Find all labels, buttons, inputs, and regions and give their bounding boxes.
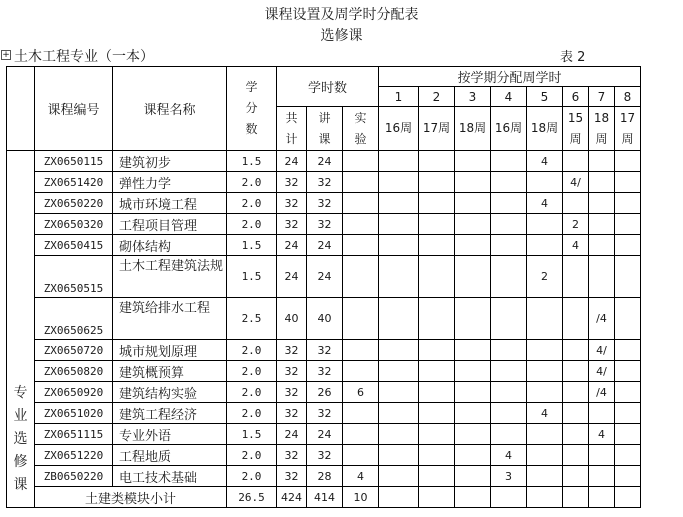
- semester-hours-cell: 2: [527, 256, 563, 298]
- course-row: [7, 151, 641, 172]
- course-code: ZX0650220: [35, 193, 113, 214]
- course-name: 电工技术基础: [113, 466, 227, 487]
- semester-hours-cell: [527, 235, 563, 256]
- course-hours-total: 32: [277, 382, 307, 403]
- course-name: 建筑结构实验: [113, 382, 227, 403]
- semester-hours-cell: 4/: [589, 361, 615, 382]
- course-hours-lab: [343, 298, 379, 340]
- course-row: [7, 256, 641, 298]
- semester-hours-cell: [379, 382, 419, 403]
- col-credit-header: 学分数: [227, 67, 277, 151]
- semester-hours-cell: [527, 172, 563, 193]
- semester-hours-cell: 3: [491, 466, 527, 487]
- semester-hours-cell: [419, 403, 455, 424]
- semester-hours-cell: [615, 445, 641, 466]
- course-hours-lab: [343, 445, 379, 466]
- semester-hours-cell: [563, 340, 589, 361]
- semester-hours-cell: [455, 214, 491, 235]
- course-row: [7, 214, 641, 235]
- course-hours-lecture: 32: [307, 214, 343, 235]
- semester-hours-cell: [491, 172, 527, 193]
- semester-number-cell: 5: [527, 87, 563, 107]
- course-credit: 1.5: [227, 256, 277, 298]
- course-hours-lecture: 26: [307, 382, 343, 403]
- semester-hours-cell: [379, 361, 419, 382]
- course-credit: 1.5: [227, 424, 277, 445]
- semester-hours-cell: [491, 256, 527, 298]
- course-code: ZX0651020: [35, 403, 113, 424]
- semester-hours-cell: [615, 235, 641, 256]
- course-row: [7, 382, 641, 403]
- col-lab-header: 实验: [343, 107, 379, 151]
- course-name: 建筑初步: [113, 151, 227, 172]
- subtotal-lab: 10: [343, 487, 379, 508]
- semester-hours-cell: 4/: [563, 172, 589, 193]
- course-name: 弹性力学: [113, 172, 227, 193]
- course-credit: 2.0: [227, 445, 277, 466]
- course-hours-lab: [343, 403, 379, 424]
- course-hours-lab: [343, 214, 379, 235]
- course-code: ZX0650515: [35, 256, 113, 298]
- semester-hours-cell: 4: [527, 193, 563, 214]
- course-code: ZX0650625: [35, 298, 113, 340]
- semester-hours-cell: [455, 445, 491, 466]
- semester-hours-cell: [379, 172, 419, 193]
- semester-hours-cell: [491, 361, 527, 382]
- course-row: [7, 172, 641, 193]
- semester-hours-cell: [491, 340, 527, 361]
- semester-hours-cell: [589, 151, 615, 172]
- semester-hours-cell: [615, 298, 641, 340]
- semester-hours-cell: [419, 172, 455, 193]
- semester-hours-cell: 4: [563, 235, 589, 256]
- semester-hours-cell: [455, 298, 491, 340]
- semester-hours-cell: [419, 214, 455, 235]
- course-code: ZX0650320: [35, 214, 113, 235]
- subtotal-lecture: 414: [307, 487, 343, 508]
- semester-weeks-cell: 18周: [455, 107, 491, 151]
- semester-hours-cell: 4: [527, 151, 563, 172]
- subtotal-semester-cell: [563, 487, 589, 508]
- semester-weeks-cell: 16周: [491, 107, 527, 151]
- course-hours-total: 32: [277, 403, 307, 424]
- course-hours-total: 32: [277, 340, 307, 361]
- course-table: [6, 66, 641, 508]
- semester-hours-cell: [615, 172, 641, 193]
- course-hours-lab: 4: [343, 466, 379, 487]
- semester-hours-cell: [589, 445, 615, 466]
- semester-hours-cell: [419, 424, 455, 445]
- course-code: ZB0650220: [35, 466, 113, 487]
- semester-hours-cell: [563, 256, 589, 298]
- semester-weeks-cell: 17周: [419, 107, 455, 151]
- col-lecture-header: 讲课: [307, 107, 343, 151]
- col-semester-header: 按学期分配周学时: [379, 67, 641, 87]
- course-hours-lecture: 32: [307, 445, 343, 466]
- course-name: 建筑给排水工程: [113, 298, 227, 340]
- semester-number-cell: 8: [615, 87, 641, 107]
- semester-number-cell: 7: [589, 87, 615, 107]
- page-subtitle: 选修课: [320, 28, 363, 44]
- course-credit: 1.5: [227, 235, 277, 256]
- subtotal-row: [7, 487, 641, 508]
- course-credit: 2.0: [227, 193, 277, 214]
- subtotal-semester-cell: [491, 487, 527, 508]
- semester-hours-cell: [379, 298, 419, 340]
- semester-hours-cell: [379, 424, 419, 445]
- page-title: 课程设置及周学时分配表: [264, 7, 419, 23]
- semester-hours-cell: [527, 298, 563, 340]
- semester-hours-cell: [419, 382, 455, 403]
- semester-hours-cell: [615, 466, 641, 487]
- semester-hours-cell: [589, 193, 615, 214]
- course-hours-total: 32: [277, 172, 307, 193]
- semester-hours-cell: [455, 361, 491, 382]
- course-hours-total: 32: [277, 361, 307, 382]
- course-name: 砌体结构: [113, 235, 227, 256]
- semester-hours-cell: [379, 151, 419, 172]
- semester-hours-cell: [379, 445, 419, 466]
- course-hours-lecture: 24: [307, 424, 343, 445]
- course-code: ZX0651115: [35, 424, 113, 445]
- semester-hours-cell: [491, 193, 527, 214]
- subtotal-semester-cell: [379, 487, 419, 508]
- semester-hours-cell: [379, 340, 419, 361]
- semester-hours-cell: [527, 340, 563, 361]
- subtotal-semester-cell: [589, 487, 615, 508]
- col-hours-header: 学时数: [277, 67, 379, 107]
- semester-hours-cell: [419, 235, 455, 256]
- course-row: [7, 193, 641, 214]
- semester-hours-cell: [563, 298, 589, 340]
- course-row: [7, 298, 641, 340]
- semester-hours-cell: [455, 235, 491, 256]
- course-row: [7, 235, 641, 256]
- semester-hours-cell: [527, 214, 563, 235]
- semester-hours-cell: [455, 340, 491, 361]
- semester-hours-cell: [589, 403, 615, 424]
- subtotal-semester-cell: [615, 487, 641, 508]
- semester-hours-cell: [615, 340, 641, 361]
- course-hours-lab: [343, 151, 379, 172]
- semester-hours-cell: [615, 361, 641, 382]
- course-credit: 2.0: [227, 214, 277, 235]
- semester-number-cell: 1: [379, 87, 419, 107]
- course-row: [7, 466, 641, 487]
- semester-weeks-cell: 15周: [563, 107, 589, 151]
- semester-hours-cell: 4/: [589, 340, 615, 361]
- semester-hours-cell: [491, 403, 527, 424]
- semester-hours-cell: [491, 235, 527, 256]
- course-row: [7, 403, 641, 424]
- course-credit: 1.5: [227, 151, 277, 172]
- semester-number-cell: 4: [491, 87, 527, 107]
- semester-number-cell: 2: [419, 87, 455, 107]
- course-name: 建筑工程经济: [113, 403, 227, 424]
- semester-hours-cell: [379, 256, 419, 298]
- semester-hours-cell: [455, 256, 491, 298]
- semester-hours-cell: [379, 466, 419, 487]
- semester-weeks-cell: 16周: [379, 107, 419, 151]
- semester-hours-cell: [455, 382, 491, 403]
- course-hours-total: 24: [277, 256, 307, 298]
- course-credit: 2.5: [227, 298, 277, 340]
- course-hours-lab: [343, 340, 379, 361]
- course-code: ZX0650820: [35, 361, 113, 382]
- semester-hours-cell: 4: [527, 403, 563, 424]
- semester-weeks-cell: 18周: [589, 107, 615, 151]
- semester-hours-cell: [615, 193, 641, 214]
- semester-hours-cell: [419, 361, 455, 382]
- course-row: [7, 361, 641, 382]
- semester-hours-cell: [491, 382, 527, 403]
- semester-hours-cell: [379, 403, 419, 424]
- semester-hours-cell: [419, 151, 455, 172]
- semester-weeks-cell: 17周: [615, 107, 641, 151]
- semester-hours-cell: [615, 403, 641, 424]
- course-credit: 2.0: [227, 361, 277, 382]
- course-name: 城市环境工程: [113, 193, 227, 214]
- semester-hours-cell: [615, 256, 641, 298]
- semester-hours-cell: [419, 445, 455, 466]
- semester-hours-cell: [419, 466, 455, 487]
- course-row: [7, 424, 641, 445]
- course-row: [7, 340, 641, 361]
- semester-hours-cell: 4: [589, 424, 615, 445]
- semester-hours-cell: [455, 403, 491, 424]
- semester-hours-cell: [563, 403, 589, 424]
- course-hours-lab: [343, 235, 379, 256]
- course-name: 专业外语: [113, 424, 227, 445]
- course-code: ZX0650920: [35, 382, 113, 403]
- semester-weeks-cell: 18周: [527, 107, 563, 151]
- course-hours-lecture: 24: [307, 151, 343, 172]
- category-label: 专业选修课: [7, 151, 35, 508]
- course-hours-lecture: 32: [307, 403, 343, 424]
- course-credit: 2.0: [227, 403, 277, 424]
- semester-hours-cell: [563, 361, 589, 382]
- semester-number-cell: 3: [455, 87, 491, 107]
- semester-hours-cell: [527, 445, 563, 466]
- course-hours-total: 40: [277, 298, 307, 340]
- semester-hours-cell: [455, 151, 491, 172]
- semester-number-cell: 6: [563, 87, 589, 107]
- semester-hours-cell: [563, 466, 589, 487]
- course-hours-total: 32: [277, 214, 307, 235]
- col-total-header: 共计: [277, 107, 307, 151]
- semester-hours-cell: 4: [491, 445, 527, 466]
- semester-hours-cell: [379, 235, 419, 256]
- course-hours-lecture: 24: [307, 256, 343, 298]
- category-header-cell: [7, 67, 35, 151]
- course-hours-total: 24: [277, 235, 307, 256]
- course-credit: 2.0: [227, 466, 277, 487]
- semester-hours-cell: [615, 424, 641, 445]
- subtotal-credit: 26.5: [227, 487, 277, 508]
- semester-hours-cell: [563, 151, 589, 172]
- course-code: ZX0651420: [35, 172, 113, 193]
- semester-hours-cell: [527, 361, 563, 382]
- course-name: 土木工程建筑法规: [113, 256, 227, 298]
- course-hours-lecture: 32: [307, 340, 343, 361]
- major-label: 土木工程专业（一本）: [14, 49, 154, 65]
- semester-hours-cell: [491, 298, 527, 340]
- course-code: ZX0651220: [35, 445, 113, 466]
- semester-hours-cell: [419, 340, 455, 361]
- course-hours-lecture: 40: [307, 298, 343, 340]
- semester-hours-cell: [589, 256, 615, 298]
- course-hours-total: 32: [277, 466, 307, 487]
- table-number: 表 2: [560, 50, 586, 65]
- semester-hours-cell: [455, 424, 491, 445]
- subtotal-label: 土建类模块小计: [35, 487, 227, 508]
- semester-hours-cell: [491, 214, 527, 235]
- semester-hours-cell: [615, 151, 641, 172]
- semester-hours-cell: [455, 172, 491, 193]
- semester-hours-cell: [491, 424, 527, 445]
- semester-hours-cell: [455, 193, 491, 214]
- col-name-header: 课程名称: [113, 67, 227, 151]
- course-code: ZX0650115: [35, 151, 113, 172]
- course-credit: 2.0: [227, 172, 277, 193]
- course-code: ZX0650415: [35, 235, 113, 256]
- semester-hours-cell: [527, 424, 563, 445]
- semester-hours-cell: [455, 466, 491, 487]
- course-hours-total: 32: [277, 445, 307, 466]
- semester-hours-cell: 2: [563, 214, 589, 235]
- course-hours-lecture: 28: [307, 466, 343, 487]
- semester-hours-cell: [589, 235, 615, 256]
- course-hours-lab: [343, 361, 379, 382]
- semester-hours-cell: [589, 214, 615, 235]
- course-hours-total: 24: [277, 151, 307, 172]
- semester-hours-cell: [563, 193, 589, 214]
- col-code-header: 课程编号: [35, 67, 113, 151]
- semester-hours-cell: [563, 445, 589, 466]
- semester-hours-cell: [527, 382, 563, 403]
- semester-hours-cell: [419, 298, 455, 340]
- semester-hours-cell: [589, 466, 615, 487]
- semester-hours-cell: [491, 151, 527, 172]
- semester-hours-cell: [419, 256, 455, 298]
- course-hours-lecture: 32: [307, 172, 343, 193]
- course-hours-lecture: 32: [307, 361, 343, 382]
- course-hours-total: 32: [277, 193, 307, 214]
- course-hours-lecture: 32: [307, 193, 343, 214]
- semester-hours-cell: /4: [589, 382, 615, 403]
- subtotal-semester-cell: [527, 487, 563, 508]
- semester-hours-cell: [419, 193, 455, 214]
- course-name: 工程地质: [113, 445, 227, 466]
- course-hours-lab: [343, 172, 379, 193]
- semester-hours-cell: [615, 214, 641, 235]
- subtotal-semester-cell: [419, 487, 455, 508]
- course-name: 工程项目管理: [113, 214, 227, 235]
- course-hours-lab: [343, 424, 379, 445]
- course-hours-lecture: 24: [307, 235, 343, 256]
- semester-hours-cell: [379, 214, 419, 235]
- semester-hours-cell: [563, 382, 589, 403]
- semester-hours-cell: [615, 382, 641, 403]
- course-hours-lab: [343, 193, 379, 214]
- semester-hours-cell: [563, 424, 589, 445]
- semester-hours-cell: [527, 466, 563, 487]
- course-row: [7, 445, 641, 466]
- course-name: 建筑概预算: [113, 361, 227, 382]
- course-hours-total: 24: [277, 424, 307, 445]
- semester-hours-cell: [379, 193, 419, 214]
- course-credit: 2.0: [227, 340, 277, 361]
- move-anchor-icon[interactable]: +: [2, 50, 10, 60]
- course-credit: 2.0: [227, 382, 277, 403]
- subtotal-semester-cell: [455, 487, 491, 508]
- semester-hours-cell: /4: [589, 298, 615, 340]
- course-hours-lab: [343, 256, 379, 298]
- course-hours-lab: 6: [343, 382, 379, 403]
- semester-hours-cell: [589, 172, 615, 193]
- subtotal-total: 424: [277, 487, 307, 508]
- course-name: 城市规划原理: [113, 340, 227, 361]
- course-code: ZX0650720: [35, 340, 113, 361]
